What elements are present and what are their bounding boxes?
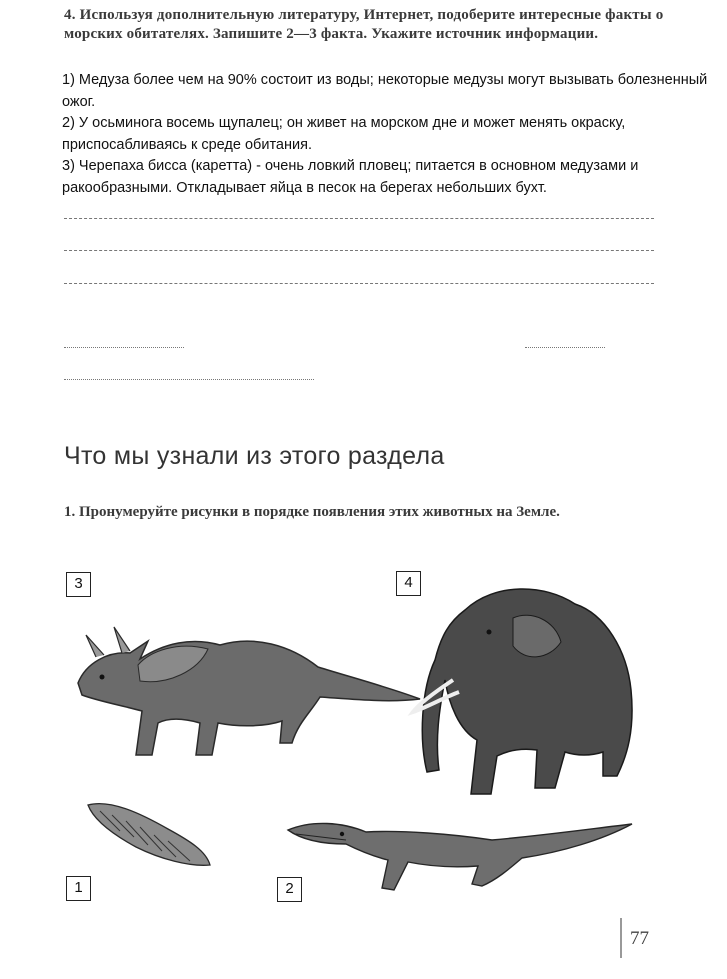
writing-line [64,218,654,219]
crocodile-image [282,800,642,900]
task4-heading: 4. Используя дополнительную литературу, Интернет, подоберите интересные факты о морских обитателях. Запишите 2—3 факта. Укажите источник информации. [64,7,664,42]
number-box-trilobite[interactable]: 1 [66,876,91,901]
task1-heading: 1. Пронумеруйте рисунки в порядке появления этих животных на Земле. [64,504,560,520]
page-divider [620,918,622,958]
answer-3: 3) Черепаха бисса (каретта) - очень ловкий пловец; питается в основном медузами и ракообразными. Откладывает яйца в песок на берегах небольших бухт. [62,158,639,196]
number-box-triceratops[interactable]: 3 [66,572,91,597]
triceratops-image [68,615,428,765]
answer-1: 1) Медуза более чем на 90% состоит из воды; некоторые медузы могут вызывать болезненный ожог. [62,72,708,110]
page-number: 77 [630,928,649,949]
number-box-mammoth[interactable]: 4 [396,571,421,596]
answer-2: 2) У осьминога восемь щупалец; он живет на морском дне и может менять окраску, приспосабливаясь к среде обитания. [62,115,626,153]
writing-line [64,347,184,348]
writing-line [525,347,605,348]
mammoth-image [405,580,645,810]
number-box-crocodile[interactable]: 2 [277,877,302,902]
task4-answers [62,70,712,199]
trilobite-image [80,795,220,875]
writing-line [64,250,654,251]
section-title: Что мы узнали из этого раздела [64,442,445,470]
writing-line [64,283,654,284]
writing-line [64,379,314,380]
